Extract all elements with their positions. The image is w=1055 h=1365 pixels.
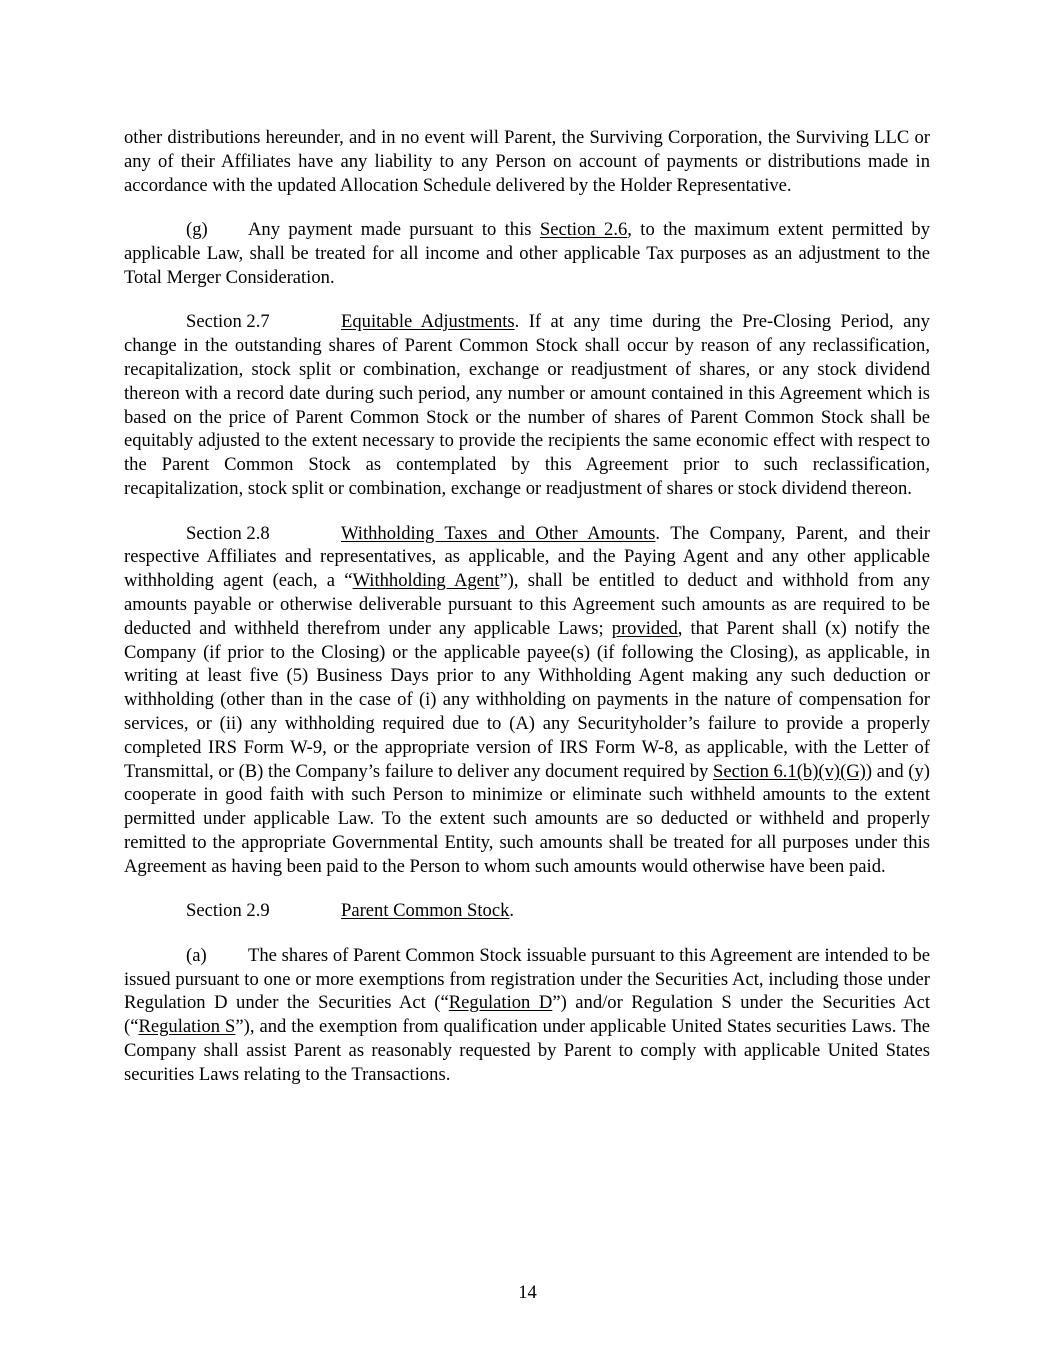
section-title: Equitable Adjustments	[341, 311, 515, 333]
defined-term: Regulation D	[448, 992, 553, 1014]
section-number: Section 2.8	[186, 522, 270, 544]
section-2-7	[124, 310, 930, 500]
page-number: 14	[518, 1282, 537, 1303]
section-number: Section 2.9	[186, 900, 270, 922]
paragraph-a	[124, 944, 930, 1087]
section-reference: Section 6.1(b)(v)(G)	[713, 760, 866, 782]
paragraph-label: (a)	[186, 944, 207, 966]
section-2-8	[124, 522, 930, 879]
section-text: ”), shall be entitled to deduct and withhold from any amounts payable or otherwise deliverable pursuant to this Agreement such amounts as are required to be deducted and withheld therefrom under any applicable Laws;	[124, 570, 930, 639]
paragraph-continuation	[124, 126, 930, 197]
document-page	[124, 126, 930, 1087]
section-text: , that Parent shall (x) notify the Company (if prior to the Closing) or the applicable payee(s) (if following the Closing), as applicable, in writing at least five (5) Business Days prior to any Withholding Agent making any such deduction or withholding (other than in the case of (i) any withholding on payments in the nature of compensation for services, or (ii) any withholding required due to (A) any Securityholder’s failure to provide a properly completed IRS Form W-9, or the appropriate version of IRS Form W-8, as applicable, with the Letter of Transmittal, or (B) the Company’s failure to deliver any document required by	[124, 617, 930, 782]
section-reference: Section 2.6	[539, 219, 628, 241]
section-title-period: .	[509, 900, 515, 922]
section-title: Parent Common Stock	[341, 900, 510, 922]
defined-term: Regulation S	[138, 1016, 236, 1038]
section-text: . The Company, Parent, and their respective Affiliates and representatives, as applicable, and the Paying Agent and any other applicable withholding agent (each, a “	[124, 522, 930, 592]
paragraph-text: Any payment made pursuant to this	[248, 219, 540, 241]
paragraph-label: (g)	[186, 219, 208, 241]
paragraph-text: ”) and/or Regulation S under the Securities Act (“	[124, 992, 930, 1038]
section-title: Withholding Taxes and Other Amounts	[341, 522, 656, 544]
section-text: ) and (y) cooperate in good faith with such Person to minimize or eliminate such withheld amounts to the extent permitted under applicable Law. To the extent such amounts are so deducted or withheld and properly remitted to the appropriate Governmental Entity, such amounts shall be treated for all purposes under this Agreement as having been paid to the Person to whom such amounts would otherwise have been paid.	[124, 760, 930, 877]
paragraph-text: ”), and the exemption from qualification under applicable United States securities Laws. The Company shall assist Parent as reasonably requested by Parent to comply with applicable United States securities Laws relating to the Transactions.	[124, 1016, 930, 1085]
section-2-9	[124, 899, 930, 923]
section-text: . If at any time during the Pre-Closing Period, any change in the outstanding shares of Parent Common Stock shall occur by reason of any reclassification, recapitalization, stock split or combination, exchange or readjustment of shares, or any stock dividend thereon with a record date during such period, any number or amount contained in this Agreement which is based on the price of Parent Common Stock or the number of shares of Parent Common Stock shall be equitably adjusted to the extent necessary to provide the recipients the same economic effect with respect to the Parent Common Stock as contemplated by this Agreement prior to such reclassification, recapitalization, stock split or combination, exchange or readjustment of shares or stock dividend thereon.	[124, 311, 930, 499]
section-number: Section 2.7	[186, 311, 270, 333]
paragraph-g	[124, 218, 930, 289]
defined-term: Withholding Agent	[352, 570, 500, 592]
paragraph-text: The shares of Parent Common Stock issuable pursuant to this Agreement are intended to be issued pursuant to one or more exemptions from registration under the Securities Act, including those under Regulation D under the Securities Act (“	[124, 944, 930, 1014]
proviso-term: provided	[611, 617, 678, 639]
paragraph-text: other distributions hereunder, and in no event will Parent, the Surviving Corporation, the Surviving LLC or any of their Affiliates have any liability to any Person on account of payments or distributions made in accordance with the updated Allocation Schedule delivered by the Holder Representative.	[124, 127, 930, 196]
paragraph-text: , to the maximum extent permitted by applicable Law, shall be treated for all income and other applicable Tax purposes as an adjustment to the Total Merger Consideration.	[124, 219, 930, 288]
